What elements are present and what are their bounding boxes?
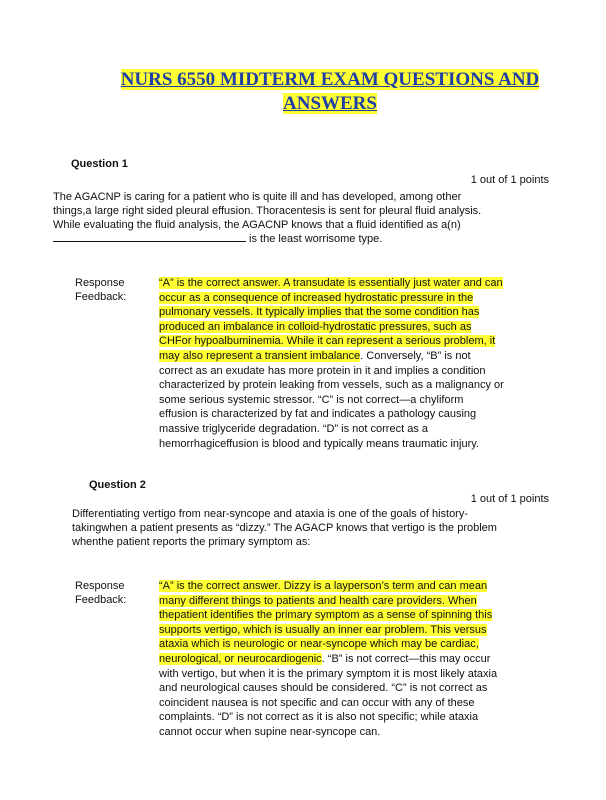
question-2-label: Question 2 [89,479,146,491]
answer-blank [53,232,246,242]
question-2-text: Differentiating vertigo from near-syncope and ataxia is one of the goals of history-takingwhen a patient presents as “dizzy.” The AGACP knows that vertigo is the problem whenthe patient reports the primary symptom as: [72,508,497,548]
response-feedback-label-2: Response Feedback: [75,580,127,606]
question-2-points: 1 out of 1 points [470,493,549,505]
feedback-highlight: “A” is the correct answer. Dizzy is a layperson’s term and can mean many different things to patients and health care providers. When thepatient identifies the primary symptom as a sense of spinning this supports vertigo, which is usually an inner ear problem. This versus ataxia which is neurologic or near-syncope which may be cardiac, neurological, or neurocardiogenic [159,580,493,665]
question-1-feedback: “A” is the correct answer. A transudate is essentially just water and can occur as a consequence of increased hydrostatic pressure in the pulmonary vessels. It typically implies that the some condition has produced an imbalance in colloid-hydrostatic pressures, such as CHFor hypoalbuminemia. While it can represent a serious problem, it may also represent a transient imbalance. Conversely, “B” is not correct as an exudate has more protein in it and implies a condition characterized by protein leaking from vessels, such as a malignancy or some serious systemic stressor. “C” is not correct—a chyliform effusion is characterized by fat and indicates a pathology causing massive triglyceride degradation. “D” is not correct as a hemorrhagiceffusion is blood and typically means traumatic injury. [159,277,504,450]
question-1-text: The AGACNP is caring for a patient who is quite ill and has developed, among other things,a large right sided pleural effusion. Thoracentesis is sent for pleural fluid analysis. While evaluating the fluid analysis, the AGACNP knows that a fluid identified as a(n) is the least worrisome type. [53,191,482,245]
response-feedback-label-1: Response Feedback: [75,277,127,303]
question-1-label: Question 1 [71,158,128,170]
question-2-feedback: “A” is the correct answer. Dizzy is a layperson’s term and can mean many different things to patients and health care providers. When thepatient identifies the primary symptom as a sense of spinning this supports vertigo, which is usually an inner ear problem. This versus ataxia which is neurologic or near-syncope which may be cardiac, neurological, or neurocardiogenic. “B” is not correct—this may occur with vertigo, but when it is the primary symptom it is most likely ataxia and neurological causes should be considered. “C” is not correct as coincident nausea is not specific and can occur with any of these complaints. “D” is not correct as it is also not specific; while ataxia cannot occur when supine near-syncope can. [159,580,498,738]
document-title: NURS 6550 MIDTERM EXAM QUESTIONS AND ANSWERS [120,69,540,114]
question-1-points: 1 out of 1 points [470,174,549,186]
feedback-highlight: “A” is the correct answer. A transudate is essentially just water and can occur as a consequence of increased hydrostatic pressure in the pulmonary vessels. It typically implies that the some condition has produced an imbalance in colloid-hydrostatic pressures, such as CHFor hypoalbuminemia. While it can represent a serious problem, it may also represent a transient imbalance [159,277,503,362]
